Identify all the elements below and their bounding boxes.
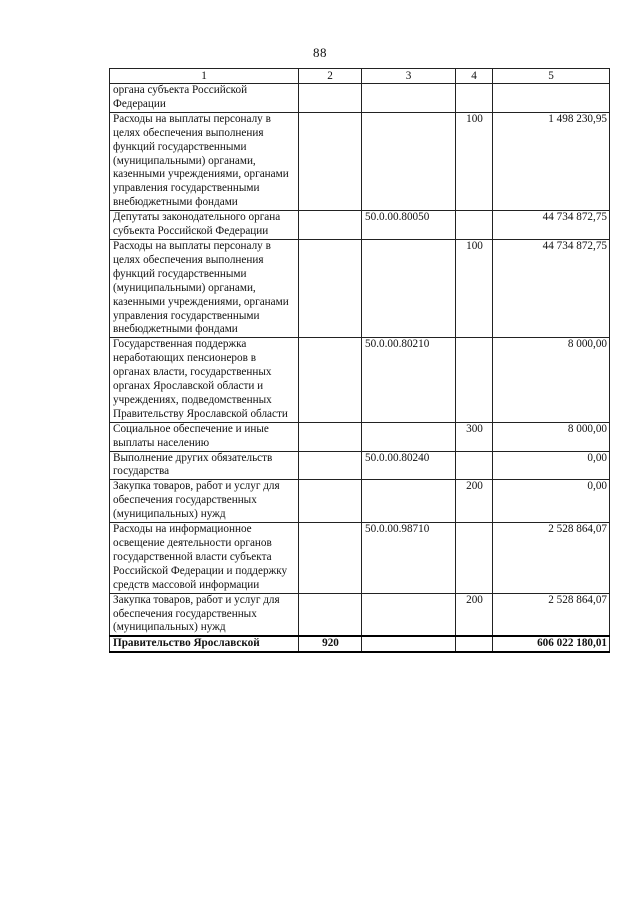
row-type xyxy=(456,451,493,480)
row-admin xyxy=(299,480,362,523)
row-type xyxy=(456,84,493,113)
row-code: 50.0.00.98710 xyxy=(362,523,456,594)
row-type: 200 xyxy=(456,480,493,523)
table-row xyxy=(110,84,610,113)
table-row xyxy=(110,480,610,523)
col-header-5: 5 xyxy=(493,69,610,84)
row-admin xyxy=(299,523,362,594)
table-row xyxy=(110,593,610,636)
row-name: Социальное обеспечение и иные выплаты населению xyxy=(110,422,299,451)
table-row xyxy=(110,338,610,422)
row-code: 50.0.00.80050 xyxy=(362,211,456,240)
page-number: 88 xyxy=(313,45,327,60)
row-amount: 8 000,00 xyxy=(493,338,610,422)
row-admin xyxy=(299,451,362,480)
row-name: Закупка товаров, работ и услуг для обеспечения государственных (муниципальных) нужд xyxy=(110,480,299,523)
row-amount xyxy=(493,84,610,113)
col-header-2: 2 xyxy=(299,69,362,84)
table-row xyxy=(110,211,610,240)
row-name: Расходы на информационное освещение деятельности органов государственной власти субъекта Российской Федерации и поддержку средств массовой информации xyxy=(110,523,299,594)
col-header-1: 1 xyxy=(110,69,299,84)
row-name: Расходы на выплаты персоналу в целях обеспечения выполнения функций государственными (муниципальными) органами, казенными учреждениями, органами управления государственными внебюджетными фондами xyxy=(110,112,299,210)
row-admin xyxy=(299,239,362,337)
total-amount: 606 022 180,01 xyxy=(493,636,610,652)
row-code xyxy=(362,480,456,523)
row-admin xyxy=(299,422,362,451)
row-type xyxy=(456,211,493,240)
row-code xyxy=(362,84,456,113)
row-type: 300 xyxy=(456,422,493,451)
total-type xyxy=(456,636,493,652)
row-amount: 44 734 872,75 xyxy=(493,211,610,240)
total-admin: 920 xyxy=(299,636,362,652)
row-admin xyxy=(299,112,362,210)
total-name: Правительство Ярославской xyxy=(110,636,299,652)
row-code: 50.0.00.80210 xyxy=(362,338,456,422)
row-admin xyxy=(299,338,362,422)
row-admin xyxy=(299,593,362,636)
row-admin xyxy=(299,211,362,240)
row-type: 100 xyxy=(456,239,493,337)
row-amount: 0,00 xyxy=(493,451,610,480)
row-code xyxy=(362,593,456,636)
row-name: Расходы на выплаты персоналу в целях обеспечения выполнения функций государственными (муниципальными) органами, казенными учреждениями, органами управления государственными внебюджетными фондами xyxy=(110,239,299,337)
row-code: 50.0.00.80240 xyxy=(362,451,456,480)
table-row xyxy=(110,422,610,451)
row-amount: 44 734 872,75 xyxy=(493,239,610,337)
row-type xyxy=(456,523,493,594)
row-name: Выполнение других обязательств государства xyxy=(110,451,299,480)
row-amount: 2 528 864,07 xyxy=(493,593,610,636)
table-row xyxy=(110,239,610,337)
budget-table xyxy=(109,68,610,653)
table-row xyxy=(110,112,610,210)
table-row xyxy=(110,451,610,480)
total-code xyxy=(362,636,456,652)
row-type xyxy=(456,338,493,422)
row-type: 200 xyxy=(456,593,493,636)
col-header-4: 4 xyxy=(456,69,493,84)
row-amount: 8 000,00 xyxy=(493,422,610,451)
row-code xyxy=(362,112,456,210)
header-row xyxy=(110,69,610,84)
row-amount: 1 498 230,95 xyxy=(493,112,610,210)
row-amount: 2 528 864,07 xyxy=(493,523,610,594)
row-admin xyxy=(299,84,362,113)
row-code xyxy=(362,239,456,337)
table-row xyxy=(110,523,610,594)
row-name: органа субъекта Российской Федерации xyxy=(110,84,299,113)
total-row xyxy=(110,636,610,652)
col-header-3: 3 xyxy=(362,69,456,84)
row-name: Государственная поддержка неработающих пенсионеров в органах власти, государственных органах Ярославской области и учреждениях, подведомственных Правительству Ярославской области xyxy=(110,338,299,422)
row-name: Закупка товаров, работ и услуг для обеспечения государственных (муниципальных) нужд xyxy=(110,593,299,636)
row-type: 100 xyxy=(456,112,493,210)
row-amount: 0,00 xyxy=(493,480,610,523)
row-name: Депутаты законодательного органа субъекта Российской Федерации xyxy=(110,211,299,240)
row-code xyxy=(362,422,456,451)
